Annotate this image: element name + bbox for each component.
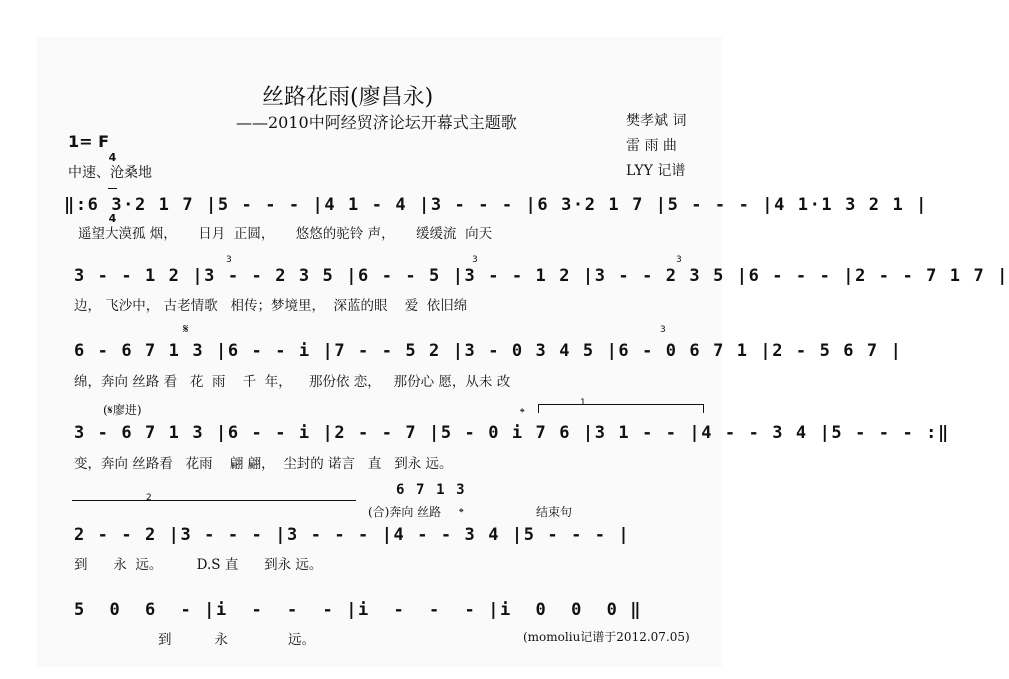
volta-2-label: 2 [146,493,152,503]
coda-sign: 𝄌 [459,506,464,521]
notation-line-1: ‖:6 3·2 1 7 |5 - - - |4 1 - 4 |3 - - - |6 3·2 1 7 |5 - - - |4 1·1 3 2 1 | [64,195,928,215]
segno-repeat-label: (𝄋廖进) [103,403,142,417]
volta-1-label: 1 [580,398,586,408]
lyrics-line-5: 到 永 远。 D.S 直 到永 远。 [74,557,323,573]
tempo-marking: 中速、沧桑地 [68,165,152,181]
lyrics-line-6: 到 永 远。 [158,632,315,648]
triplet-mark: 3 [660,325,666,335]
transcriber-credit: LYY 记谱 [626,163,686,179]
notation-line-5: 2 - - 2 |3 - - - |3 - - - |4 - - 3 4 |5 - - - | [74,525,631,545]
coda-sign: 𝄌 [520,406,525,421]
notation-line-4: 3 - 6 7 1 3 |6 - - i |2 - - 7 |5 - 0 i 7 6 |3 1 - - |4 - - 3 4 |5 - - - :‖ [74,423,950,443]
lyrics-line-2: 边， 飞沙中， 古老情歌 相传；梦境里， 深蓝的眼 爱 依旧绵 [74,298,468,314]
chorus-label: (合)奔向 丝路 [368,505,442,519]
key-signature: 1= F [68,132,110,151]
segno-sign: 𝄋 [183,322,189,337]
notation-line-2: 3 - - 1 2 |3 - - 2 3 5 |6 - - 5 |3 - - 1 2 |3 - - 2 3 5 |6 - - - |2 - - 7 1 7 | [74,266,1009,286]
notation-line-3: 6 - 6 7 1 3 |6 - - i |7 - - 5 2 |3 - 0 3 4 5 |6 - 0 6 7 1 |2 - 5 6 7 | [74,341,903,361]
time-signature-bottom: 4 [108,212,117,225]
ending-phrase-label: 结束句 [536,505,573,519]
time-signature-divider [108,188,117,189]
lyricist-credit: 樊孝斌 词 [626,113,687,129]
lyrics-line-1: 遥望大漠孤 烟， 日月 正圆， 悠悠的驼铃 声， 缓缓流 向天 [78,226,493,242]
triplet-mark: 3 [226,255,232,265]
triplet-mark: 3 [676,255,682,265]
lyrics-line-4: 变，奔向 丝路看 花雨 翩 翩， 尘封的 诺言 直 到永 远。 [74,456,453,472]
lyrics-line-3: 绵，奔向 丝路 看 花 雨 千 年， 那份依 恋， 那份心 愿，从未 改 [74,374,511,390]
notation-line-6: 5 0 6 - |i - - - |i - - - |i 0 0 0 ‖ [74,600,643,620]
composer-credit: 雷 雨 曲 [626,138,677,154]
triplet-mark: 3 [472,255,478,265]
song-title: 丝路花雨(廖昌永) [262,85,434,110]
chorus-notes: 6 7 1 3 [396,482,467,498]
time-signature-top: 4 [108,151,117,164]
time-signature [108,128,117,237]
volta-1-bracket [538,404,704,413]
song-subtitle: ——2010中阿经贸济论坛开幕式主题歌 [236,113,517,132]
volta-2-bracket [72,500,356,501]
transcription-footer: (momoliu记谱于2012.07.05) [523,630,690,644]
